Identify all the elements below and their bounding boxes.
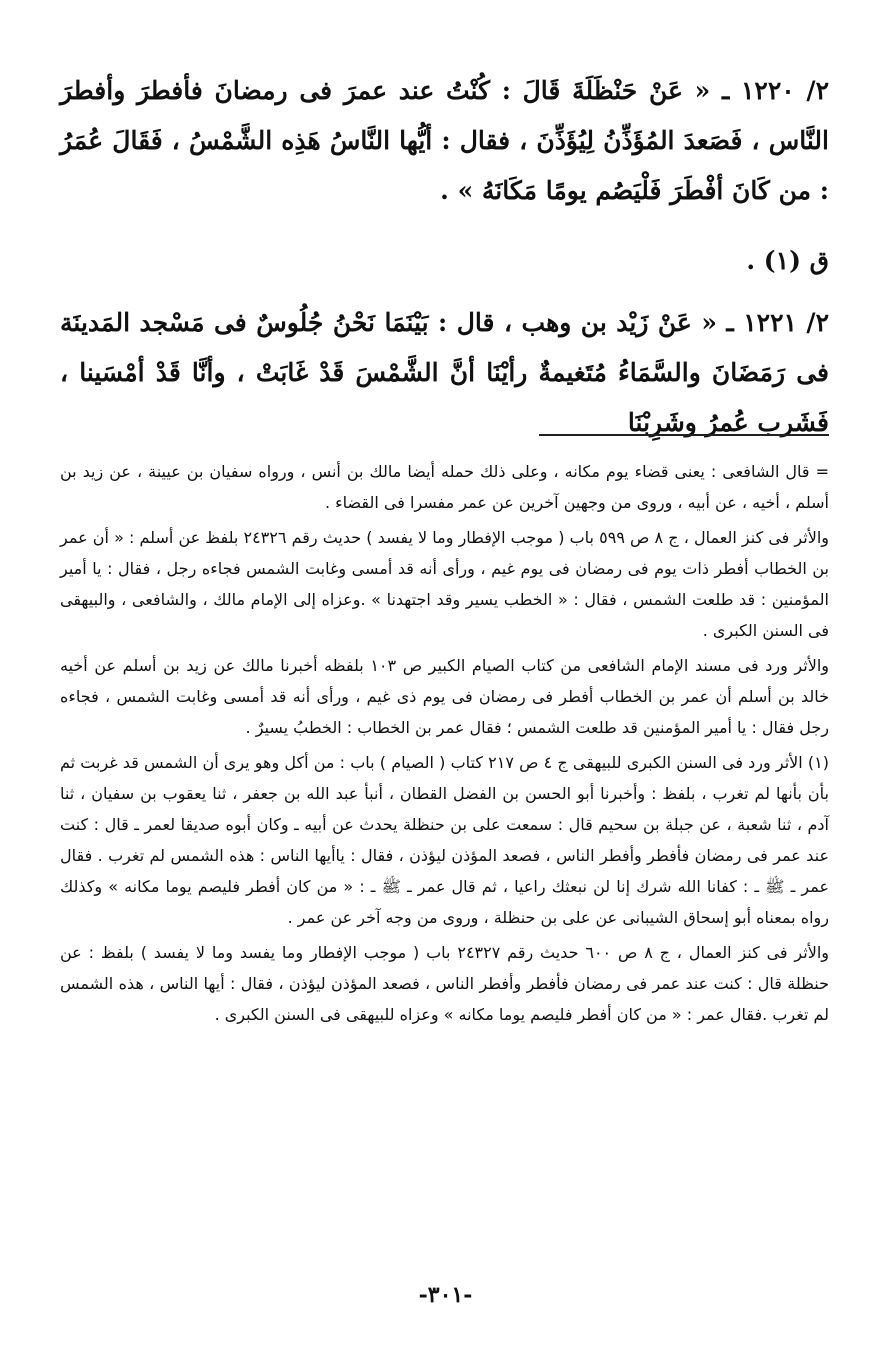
main-text [60, 66, 829, 468]
page-number: -٣٠١- [418, 1282, 473, 1308]
footnote-continued: = قال الشافعى : يعنى قضاء يوم مكانه ، وعلى ذلك حمله أيضا مالك بن أنس ، ورواه سفيان بن عيينة ، عن زيد بن أسلم ، أخيه ، عن أبيه ، وروى من وجهين آخرين عن عمر مفسرا فى القضاء . [60, 462, 829, 512]
footnote-kanz-2: والأثر فى كنز العمال ، ج ٨ ص ٦٠٠ حديث رقم ٢٤٣٢٧ باب ( موجب الإفطار وما يفسد وما لا يفسد ) بلفظ : عن حنظلة قال : كنت عند عمر فى رمضان فأفطر وأفطر الناس ، فصعد المؤذن ليؤذن ، فقال : أيها الناس ، هذه الشمس لم تغرب .فقال عمر : « من كان أفطر فليصم يوما مكانه » وعزاه للبيهقى فى السنن الكبرى . [60, 943, 829, 1024]
footnote-divider [539, 434, 829, 436]
hadith-1220-reference: ق (١) . [746, 246, 829, 275]
hadith-1220: ٢/ ١٢٢٠ ـ « عَنْ حَنْظَلَةَ قَالَ : كُنْتُ عند عمرَ فى رمضانَ فأفطرَ وأفطرَ النَّاس ، فَصَعدَ المُؤَذِّنُ لِيُؤَذِّنَ ، فقال : أيُّها النَّاسُ هَذِه الشَّمْسُ ، فَقَالَ عُمَرُ : من كَانَ أفْطَرَ فَلْيَصُم يومًا مَكَانَهُ » . [60, 76, 829, 205]
hadith-1221: ٢/ ١٢٢١ ـ « عَنْ زَيْد بن وهب ، قال : بَيْنَمَا نَحْنُ جُلُوسٌ فى مَسْجد المَدينَة فى رَمَضَانَ والسَّمَاءُ مُتَغيمةٌ رأيْنَا أنَّ الشَّمْسَ قَدْ غَابَتْ ، وأنَّا قَدْ أمْسَينا ، فَشَرب عُمرُ وشَرِبْنَا [60, 308, 829, 437]
footnote-kanz-1: والأثر فى كنز العمال ، ج ٨ ص ٥٩٩ باب ( موجب الإفطار وما لا يفسد ) حديث رقم ٢٤٣٢٦ بلفظ عن أسلم : « أن عمر بن الخطاب أفطر ذات يوم فى رمضان فى يوم غيم ، ورأى أنه قد أمسى وغابت الشمس فجاءه رجل ، فقال : يا أمير المؤمنين : قد طلعت الشمس ، فقال : « الخطب يسير وقد اجتهدنا » .وعزاه إلى الإمام مالك ، والشافعى ، والبيهقى فى السنن الكبرى . [60, 528, 830, 640]
footnote-musnad-shafii: والأثر ورد فى مسند الإمام الشافعى من كتاب الصيام الكبير ص ١٠٣ بلفظه أخبرنا مالك عن زيد بن أسلم عن أخيه خالد بن أسلم أن عمر بن الخطاب أفطر فى رمضان فى يوم ذى غيم ، ورأى أنه قد أمسى وغابت الشمس ، فجاءه رجل فقال : يا أمير المؤمنين قد طلعت الشمس ؛ فقال عمر بن الخطاب : الخطبُ يسيرٌ . [60, 656, 829, 737]
footnotes [60, 456, 829, 1034]
footnote-1-bayhaqi: (١) الأثر ورد فى السنن الكبرى للبيهقى ج ٤ ص ٢١٧ كتاب ( الصيام ) باب : من أكل وهو يرى أن الشمس قد غربت ثم بأن بأنها لم تغرب ، بلفظ : وأخبرنا أبو الحسن بن الفضل القطان ، أنبأ عبد الله بن جعفر ، ثنا يعقوب بن سفيان ، ثنا آدم ، ثنا شعبة ، عن جبلة بن سحيم قال : سمعت على بن حنظلة يحدث عن أبيه ـ وكان أبوه صديقا لعمر ـ قال : كنت عند عمر فى رمضان فأفطر وأفطر الناس ، فصعد المؤذن ليؤذن ، فقال : ياأيها الناس : هذه الشمس لم تغرب . فقال عمر ـ ﷺ ـ : كفانا الله شرك إنا لن نبعثك راعيا ، ثم قال عمر ـ ﷺ ـ : « من كان أفطر فليصم يوما مكانه » وكذلك رواه بمعناه أبو إسحاق الشيبانى عن على بن حنظلة ، وروى من وجه آخر عن عمر . [60, 753, 830, 927]
